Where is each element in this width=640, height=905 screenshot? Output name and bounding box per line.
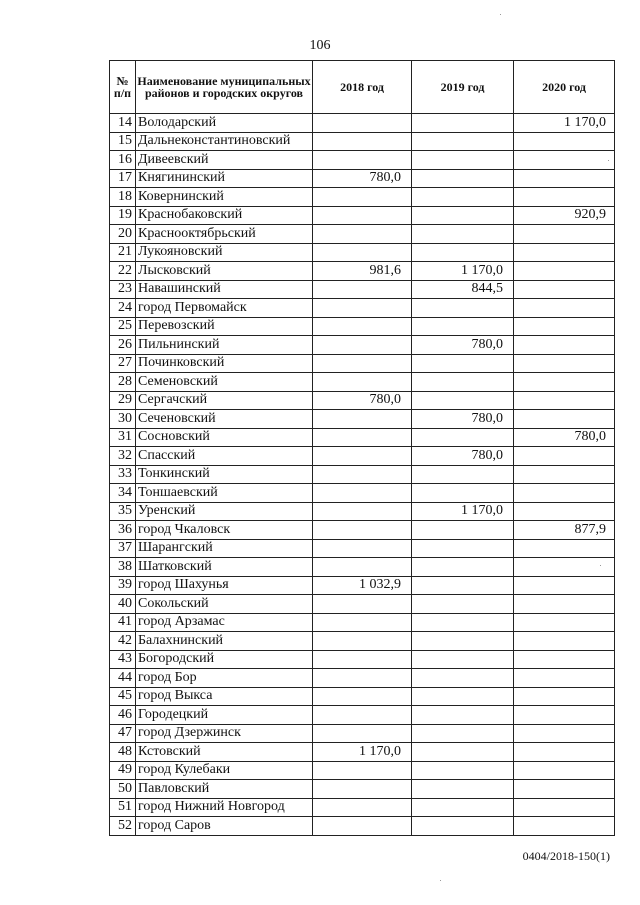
district-name: город Первомайск	[136, 299, 313, 318]
row-number: 18	[110, 188, 136, 207]
table-row	[110, 206, 615, 225]
value-2019	[412, 521, 514, 540]
value-2018	[313, 724, 412, 743]
value-2019: 1 170,0	[412, 262, 514, 281]
value-2019	[412, 687, 514, 706]
table-row	[110, 484, 615, 503]
district-name: Краснобаковский	[136, 206, 313, 225]
value-2020	[514, 465, 615, 484]
value-2018	[313, 502, 412, 521]
row-number: 41	[110, 613, 136, 632]
row-number: 50	[110, 780, 136, 799]
scan-speck	[608, 160, 609, 161]
district-name: Краснооктябрьский	[136, 225, 313, 244]
table-row	[110, 632, 615, 651]
district-name: город Кулебаки	[136, 761, 313, 780]
district-name: Сеченовский	[136, 410, 313, 429]
value-2018: 1 032,9	[313, 576, 412, 595]
row-number: 19	[110, 206, 136, 225]
value-2018	[313, 151, 412, 170]
value-2019	[412, 558, 514, 577]
table-row	[110, 188, 615, 207]
value-2018	[313, 354, 412, 373]
row-number: 46	[110, 706, 136, 725]
header-num: № п/п	[110, 61, 136, 114]
value-2019: 1 170,0	[412, 502, 514, 521]
row-number: 17	[110, 169, 136, 188]
row-number: 20	[110, 225, 136, 244]
value-2020	[514, 724, 615, 743]
value-2019	[412, 798, 514, 817]
value-2020: 1 170,0	[514, 114, 615, 133]
document-code: 0404/2018-150(1)	[522, 849, 610, 863]
value-2018: 780,0	[313, 169, 412, 188]
table-row	[110, 447, 615, 466]
value-2018	[313, 687, 412, 706]
value-2020	[514, 613, 615, 632]
district-name: город Саров	[136, 817, 313, 836]
table-row	[110, 336, 615, 355]
row-number: 38	[110, 558, 136, 577]
table-row	[110, 317, 615, 336]
row-number: 47	[110, 724, 136, 743]
table-row	[110, 262, 615, 281]
value-2019	[412, 632, 514, 651]
value-2020	[514, 632, 615, 651]
table-row	[110, 798, 615, 817]
value-2019	[412, 465, 514, 484]
header-2019: 2019 год	[412, 61, 514, 114]
row-number: 42	[110, 632, 136, 651]
value-2019	[412, 114, 514, 133]
value-2018	[313, 484, 412, 503]
row-number: 48	[110, 743, 136, 762]
row-number: 24	[110, 299, 136, 318]
table-header-row	[110, 61, 615, 114]
value-2019	[412, 225, 514, 244]
row-number: 29	[110, 391, 136, 410]
value-2018	[313, 132, 412, 151]
value-2018	[313, 410, 412, 429]
value-2018	[313, 613, 412, 632]
value-2020	[514, 761, 615, 780]
value-2018	[313, 225, 412, 244]
value-2018	[313, 817, 412, 836]
district-name: Сергачский	[136, 391, 313, 410]
row-number: 28	[110, 373, 136, 392]
value-2019	[412, 650, 514, 669]
value-2020	[514, 280, 615, 299]
table-row	[110, 428, 615, 447]
value-2020	[514, 317, 615, 336]
district-name: Пильнинский	[136, 336, 313, 355]
table-body	[110, 114, 615, 836]
table-row	[110, 465, 615, 484]
table-row	[110, 243, 615, 262]
value-2019: 780,0	[412, 336, 514, 355]
value-2020	[514, 687, 615, 706]
value-2018	[313, 243, 412, 262]
row-number: 30	[110, 410, 136, 429]
value-2018	[313, 336, 412, 355]
value-2019: 844,5	[412, 280, 514, 299]
value-2018	[313, 798, 412, 817]
district-name: Лысковский	[136, 262, 313, 281]
district-name: Ковернинский	[136, 188, 313, 207]
value-2020	[514, 410, 615, 429]
value-2018: 1 170,0	[313, 743, 412, 762]
value-2018	[313, 280, 412, 299]
value-2020: 780,0	[514, 428, 615, 447]
table-row	[110, 151, 615, 170]
table-row	[110, 280, 615, 299]
district-name: город Чкаловск	[136, 521, 313, 540]
value-2020	[514, 243, 615, 262]
table-row	[110, 299, 615, 318]
value-2019	[412, 576, 514, 595]
value-2019	[412, 132, 514, 151]
value-2018	[313, 706, 412, 725]
value-2019	[412, 391, 514, 410]
district-name: город Шахунья	[136, 576, 313, 595]
row-number: 37	[110, 539, 136, 558]
table-row	[110, 669, 615, 688]
scan-speck	[500, 14, 501, 15]
row-number: 21	[110, 243, 136, 262]
value-2018	[313, 447, 412, 466]
value-2020: 877,9	[514, 521, 615, 540]
value-2020	[514, 373, 615, 392]
table-row	[110, 132, 615, 151]
table-row	[110, 373, 615, 392]
value-2020	[514, 484, 615, 503]
district-name: Городецкий	[136, 706, 313, 725]
row-number: 14	[110, 114, 136, 133]
row-number: 45	[110, 687, 136, 706]
value-2019	[412, 724, 514, 743]
value-2018	[313, 373, 412, 392]
value-2018	[313, 206, 412, 225]
district-name: Шарангский	[136, 539, 313, 558]
value-2019	[412, 151, 514, 170]
value-2020	[514, 743, 615, 762]
table-row	[110, 743, 615, 762]
row-number: 51	[110, 798, 136, 817]
row-number: 26	[110, 336, 136, 355]
table-row	[110, 687, 615, 706]
value-2020	[514, 151, 615, 170]
district-name: Балахнинский	[136, 632, 313, 651]
table-row	[110, 761, 615, 780]
value-2019	[412, 373, 514, 392]
value-2020: 920,9	[514, 206, 615, 225]
district-name: Тонкинский	[136, 465, 313, 484]
row-number: 49	[110, 761, 136, 780]
value-2019	[412, 354, 514, 373]
district-name: город Нижний Новгород	[136, 798, 313, 817]
table-row	[110, 613, 615, 632]
value-2019: 780,0	[412, 410, 514, 429]
district-name: Шатковский	[136, 558, 313, 577]
district-name: Кстовский	[136, 743, 313, 762]
row-number: 15	[110, 132, 136, 151]
value-2018	[313, 428, 412, 447]
table-row	[110, 391, 615, 410]
allocation-table	[109, 60, 615, 836]
value-2019	[412, 761, 514, 780]
table-row	[110, 576, 615, 595]
value-2018	[313, 558, 412, 577]
value-2020	[514, 132, 615, 151]
value-2020	[514, 558, 615, 577]
district-name: Дивеевский	[136, 151, 313, 170]
row-number: 36	[110, 521, 136, 540]
district-name: Навашинский	[136, 280, 313, 299]
district-name: Семеновский	[136, 373, 313, 392]
value-2019	[412, 669, 514, 688]
district-name: Тоншаевский	[136, 484, 313, 503]
row-number: 34	[110, 484, 136, 503]
table-row	[110, 502, 615, 521]
value-2020	[514, 706, 615, 725]
header-name: Наименование муниципальных районов и городских округов	[136, 61, 313, 114]
value-2018	[313, 595, 412, 614]
value-2020	[514, 354, 615, 373]
value-2019	[412, 706, 514, 725]
table-row	[110, 354, 615, 373]
district-name: Уренский	[136, 502, 313, 521]
district-name: город Арзамас	[136, 613, 313, 632]
row-number: 33	[110, 465, 136, 484]
row-number: 52	[110, 817, 136, 836]
value-2019: 780,0	[412, 447, 514, 466]
value-2019	[412, 188, 514, 207]
value-2018	[313, 632, 412, 651]
header-2018: 2018 год	[313, 61, 412, 114]
row-number: 44	[110, 669, 136, 688]
value-2019	[412, 428, 514, 447]
value-2018	[313, 669, 412, 688]
district-name: Перевозский	[136, 317, 313, 336]
district-name: Сокольский	[136, 595, 313, 614]
value-2020	[514, 576, 615, 595]
value-2020	[514, 780, 615, 799]
row-number: 35	[110, 502, 136, 521]
value-2019	[412, 595, 514, 614]
table-row	[110, 724, 615, 743]
value-2018	[313, 780, 412, 799]
value-2019	[412, 817, 514, 836]
district-name: Павловский	[136, 780, 313, 799]
value-2018: 780,0	[313, 391, 412, 410]
value-2018	[313, 539, 412, 558]
table-row	[110, 558, 615, 577]
value-2020	[514, 669, 615, 688]
district-name: Лукояновский	[136, 243, 313, 262]
scan-speck	[440, 880, 441, 881]
district-name: Дальнеконстантиновский	[136, 132, 313, 151]
scan-speck	[600, 565, 601, 566]
value-2018	[313, 317, 412, 336]
value-2020	[514, 595, 615, 614]
district-name: город Выкса	[136, 687, 313, 706]
value-2018	[313, 299, 412, 318]
value-2020	[514, 502, 615, 521]
row-number: 43	[110, 650, 136, 669]
value-2018	[313, 188, 412, 207]
district-name: Сосновский	[136, 428, 313, 447]
value-2019	[412, 613, 514, 632]
table-row	[110, 650, 615, 669]
value-2018	[313, 465, 412, 484]
value-2020	[514, 391, 615, 410]
row-number: 31	[110, 428, 136, 447]
value-2019	[412, 317, 514, 336]
value-2019	[412, 169, 514, 188]
row-number: 40	[110, 595, 136, 614]
table-row	[110, 539, 615, 558]
row-number: 25	[110, 317, 136, 336]
district-name: Володарский	[136, 114, 313, 133]
table-row	[110, 521, 615, 540]
header-2020: 2020 год	[514, 61, 615, 114]
table-row	[110, 817, 615, 836]
value-2019	[412, 780, 514, 799]
value-2020	[514, 539, 615, 558]
district-name: Починковский	[136, 354, 313, 373]
row-number: 27	[110, 354, 136, 373]
table-row	[110, 410, 615, 429]
value-2020	[514, 817, 615, 836]
district-name: город Дзержинск	[136, 724, 313, 743]
page-number: 106	[309, 38, 331, 53]
value-2018	[313, 521, 412, 540]
value-2018	[313, 761, 412, 780]
value-2020	[514, 336, 615, 355]
value-2020	[514, 225, 615, 244]
value-2019	[412, 243, 514, 262]
value-2019	[412, 206, 514, 225]
district-name: Богородский	[136, 650, 313, 669]
district-name: город Бор	[136, 669, 313, 688]
row-number: 16	[110, 151, 136, 170]
value-2018: 981,6	[313, 262, 412, 281]
value-2020	[514, 798, 615, 817]
row-number: 32	[110, 447, 136, 466]
value-2019	[412, 743, 514, 762]
table-row	[110, 114, 615, 133]
value-2019	[412, 539, 514, 558]
value-2018	[313, 650, 412, 669]
value-2020	[514, 188, 615, 207]
table-row	[110, 225, 615, 244]
row-number: 39	[110, 576, 136, 595]
table-row	[110, 169, 615, 188]
value-2019	[412, 299, 514, 318]
value-2020	[514, 262, 615, 281]
value-2020	[514, 169, 615, 188]
value-2020	[514, 299, 615, 318]
district-name: Спасский	[136, 447, 313, 466]
district-name: Княгининский	[136, 169, 313, 188]
row-number: 22	[110, 262, 136, 281]
table-row	[110, 595, 615, 614]
value-2018	[313, 114, 412, 133]
table-row	[110, 706, 615, 725]
value-2020	[514, 447, 615, 466]
row-number: 23	[110, 280, 136, 299]
value-2019	[412, 484, 514, 503]
table-row	[110, 780, 615, 799]
value-2020	[514, 650, 615, 669]
